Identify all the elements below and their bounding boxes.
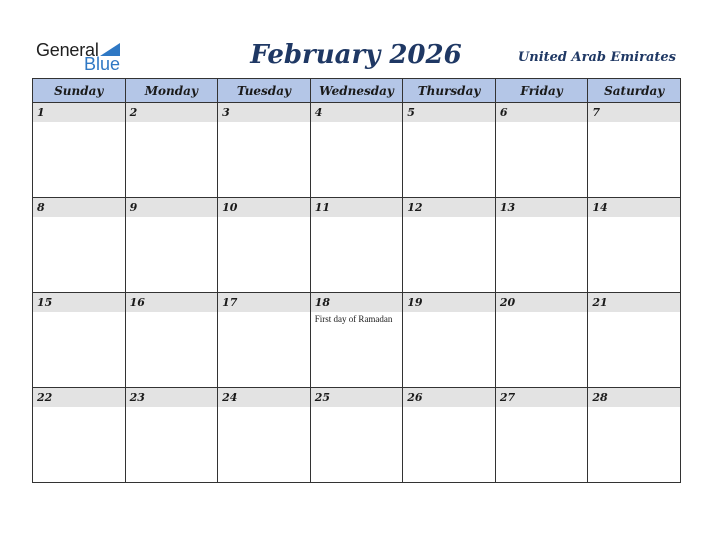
calendar-title: February 2026 (250, 40, 462, 70)
day-cell (125, 388, 218, 483)
weekday-header: Thursday (403, 79, 496, 103)
holiday-note (218, 407, 310, 409)
day-cell (495, 388, 588, 483)
day-cell (588, 293, 681, 388)
day-number: 9 (126, 198, 218, 217)
weekday-header: Saturday (588, 79, 681, 103)
holiday-note (403, 407, 495, 409)
day-number: 15 (33, 293, 125, 312)
day-number: 28 (588, 388, 680, 407)
holiday-note (126, 312, 218, 314)
day-cell (310, 198, 403, 293)
holiday-note (588, 217, 680, 219)
day-number: 23 (126, 388, 218, 407)
day-cell (403, 198, 496, 293)
day-number: 21 (588, 293, 680, 312)
weekday-header: Friday (495, 79, 588, 103)
week-row (33, 388, 681, 483)
day-number: 11 (311, 198, 403, 217)
weekday-header: Monday (125, 79, 218, 103)
day-number: 5 (403, 103, 495, 122)
weekday-header: Sunday (33, 79, 126, 103)
day-cell (218, 293, 311, 388)
day-number: 24 (218, 388, 310, 407)
day-number: 7 (588, 103, 680, 122)
day-cell (125, 198, 218, 293)
day-number: 26 (403, 388, 495, 407)
holiday-note (311, 122, 403, 124)
holiday-note (33, 217, 125, 219)
holiday-note (403, 122, 495, 124)
day-cell (310, 103, 403, 198)
holiday-note (496, 312, 588, 314)
holiday-note (588, 312, 680, 314)
day-number: 4 (311, 103, 403, 122)
day-number: 19 (403, 293, 495, 312)
day-number: 17 (218, 293, 310, 312)
holiday-note (311, 407, 403, 409)
day-number: 16 (126, 293, 218, 312)
day-number: 12 (403, 198, 495, 217)
day-cell (588, 103, 681, 198)
day-number: 13 (496, 198, 588, 217)
holiday-note (33, 312, 125, 314)
day-cell (33, 103, 126, 198)
holiday-note (218, 122, 310, 124)
weekday-header: Tuesday (218, 79, 311, 103)
holiday-note (496, 122, 588, 124)
week-row (33, 103, 681, 198)
holiday-note (126, 407, 218, 409)
holiday-note (218, 312, 310, 314)
day-cell (588, 198, 681, 293)
day-number: 22 (33, 388, 125, 407)
day-cell (588, 388, 681, 483)
holiday-note (218, 217, 310, 219)
day-cell (125, 103, 218, 198)
day-cell (403, 103, 496, 198)
day-cell (125, 293, 218, 388)
holiday-note (588, 122, 680, 124)
weekday-header-row (33, 79, 681, 103)
holiday-note (496, 217, 588, 219)
day-number: 10 (218, 198, 310, 217)
day-number: 2 (126, 103, 218, 122)
holiday-note (33, 407, 125, 409)
holiday-note (126, 217, 218, 219)
day-cell (33, 388, 126, 483)
day-cell (218, 103, 311, 198)
day-cell (310, 293, 403, 388)
week-row (33, 293, 681, 388)
holiday-note (126, 122, 218, 124)
day-cell (495, 198, 588, 293)
holiday-note (403, 312, 495, 314)
logo-general-text: General (36, 40, 99, 60)
day-number: 14 (588, 198, 680, 217)
day-cell (403, 388, 496, 483)
day-number: 25 (311, 388, 403, 407)
day-number: 1 (33, 103, 125, 122)
month-calendar (32, 78, 681, 483)
day-cell (403, 293, 496, 388)
holiday-note (311, 217, 403, 219)
holiday-note: First day of Ramadan (314, 314, 393, 324)
holiday-note (588, 407, 680, 409)
day-number: 27 (496, 388, 588, 407)
day-cell (218, 388, 311, 483)
day-cell (33, 198, 126, 293)
holiday-note (403, 217, 495, 219)
day-cell (33, 293, 126, 388)
week-row (33, 198, 681, 293)
holiday-note (33, 122, 125, 124)
day-number: 18 (311, 293, 403, 312)
day-number: 3 (218, 103, 310, 122)
logo-blue-text: Blue (84, 54, 121, 74)
day-number: 20 (496, 293, 588, 312)
generalblue-logo (36, 40, 136, 74)
day-number: 8 (33, 198, 125, 217)
country-name: United Arab Emirates (517, 50, 676, 65)
day-cell (218, 198, 311, 293)
holiday-note (496, 407, 588, 409)
weekday-header: Wednesday (310, 79, 403, 103)
day-cell (310, 388, 403, 483)
day-cell (495, 293, 588, 388)
day-number: 6 (496, 103, 588, 122)
day-cell (495, 103, 588, 198)
